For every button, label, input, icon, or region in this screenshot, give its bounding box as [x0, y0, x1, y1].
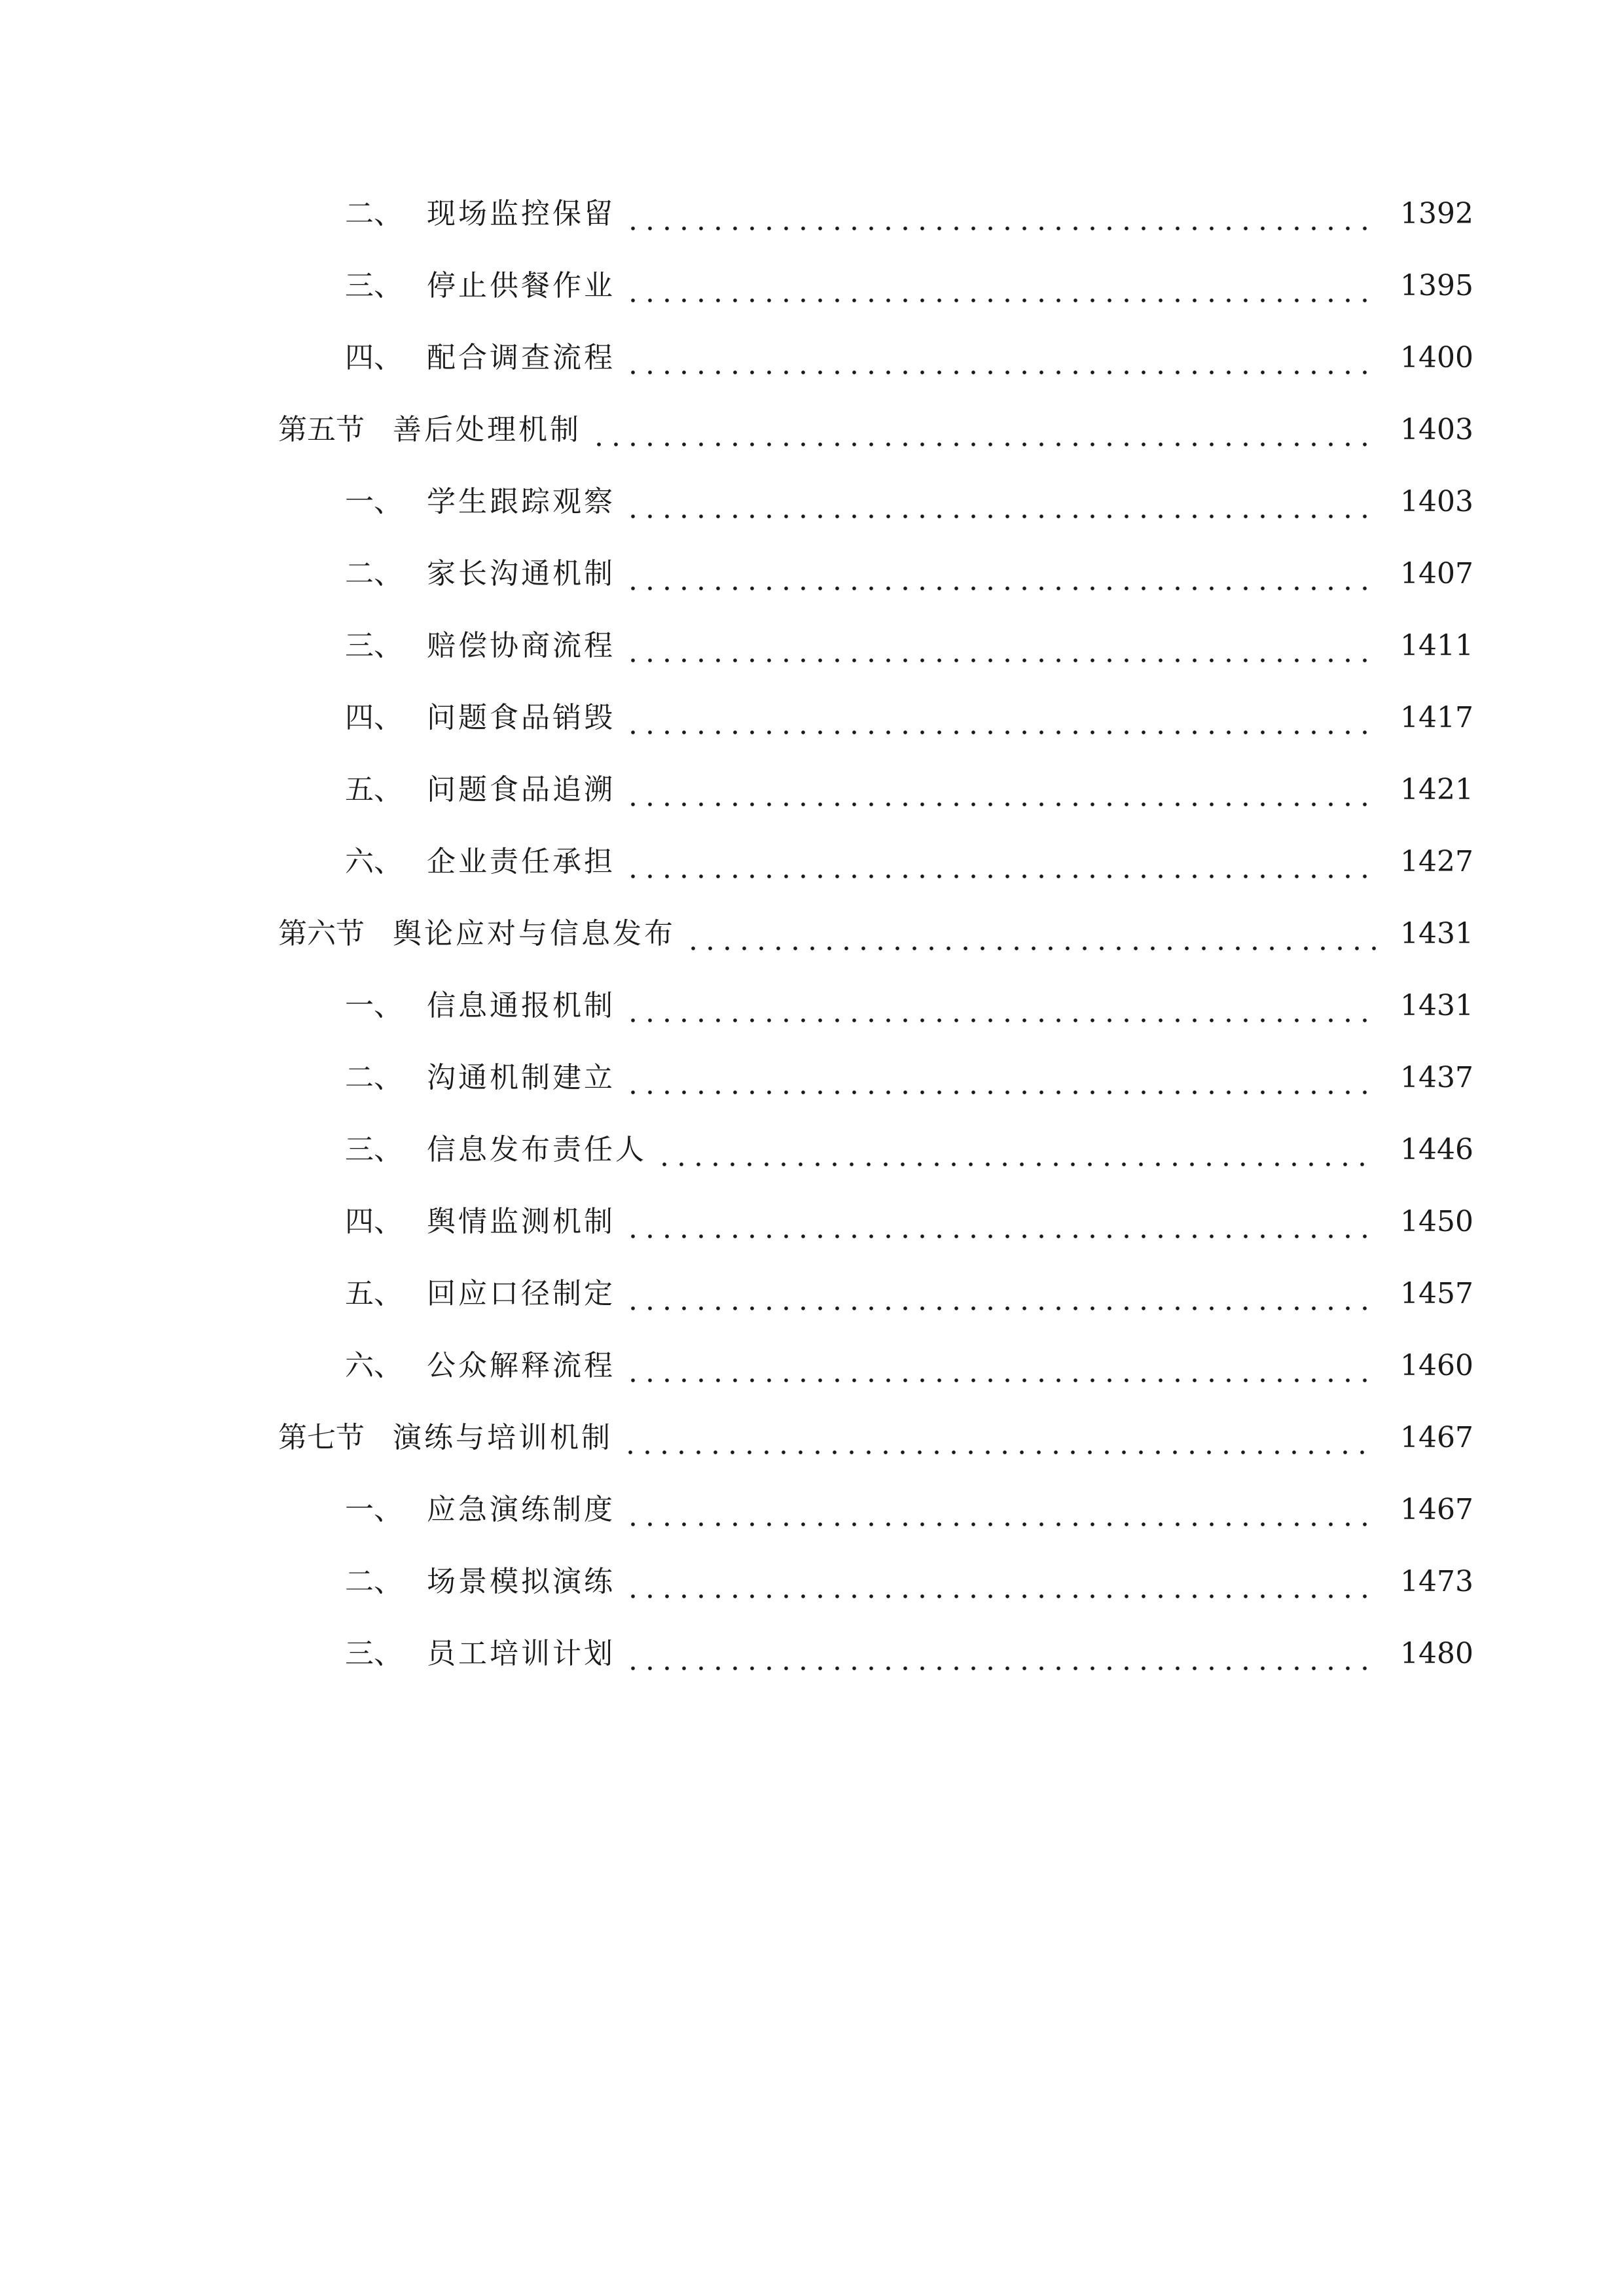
toc-entry-title: 赔偿协商流程 [427, 629, 615, 662]
toc-entry-page: 1392 [1400, 197, 1473, 230]
toc-entry-title: 沟通机制建立 [427, 1061, 615, 1094]
toc-entry-number: 一、 [345, 989, 403, 1022]
toc-entry-title: 舆情监测机制 [427, 1205, 615, 1238]
toc-entry-number: 一、 [345, 485, 403, 518]
dot-leader [624, 466, 1377, 538]
toc-entry-page: 1467 [1400, 1421, 1473, 1454]
toc-entry-number: 四、 [345, 1205, 403, 1238]
toc-entry[interactable] [0, 1330, 1624, 1402]
dot-leader [622, 1402, 1377, 1474]
toc-entry[interactable] [0, 970, 1624, 1042]
toc-entry-title: 家长沟通机制 [427, 557, 615, 590]
toc-entry-number: 三、 [345, 629, 403, 662]
toc-entry[interactable] [0, 826, 1624, 898]
dot-leader [624, 1474, 1377, 1546]
toc-entry[interactable] [0, 682, 1624, 754]
toc-section-number: 第七节 [278, 1421, 365, 1454]
toc-entry-title: 员工培训计划 [427, 1637, 615, 1670]
toc-section-number: 第五节 [278, 413, 365, 446]
toc-entry[interactable] [0, 1618, 1624, 1690]
dot-leader [624, 1618, 1377, 1690]
toc-entry-title: 场景模拟演练 [427, 1565, 615, 1598]
dot-leader [624, 826, 1377, 898]
dot-leader [624, 322, 1377, 394]
toc-entry[interactable] [0, 1114, 1624, 1186]
dot-leader [624, 1258, 1377, 1330]
toc-entry-number: 一、 [345, 1493, 403, 1526]
dot-leader [624, 1546, 1377, 1618]
toc-section-heading[interactable] [0, 394, 1624, 466]
toc-entry-page: 1431 [1400, 917, 1473, 950]
toc-entry-number: 三、 [345, 269, 403, 302]
toc-entry[interactable] [0, 250, 1624, 322]
toc-entry-title: 配合调查流程 [427, 341, 615, 374]
toc-entry[interactable] [0, 1042, 1624, 1114]
toc-entry-number: 四、 [345, 341, 403, 374]
toc-section-title: 善后处理机制 [393, 413, 581, 446]
dot-leader [590, 394, 1377, 466]
toc-entry-page: 1411 [1400, 629, 1473, 662]
toc-entry-title: 学生跟踪观察 [427, 485, 615, 518]
toc-section-title: 演练与培训机制 [393, 1421, 613, 1454]
toc-entry-title: 应急演练制度 [427, 1493, 615, 1526]
table-of-contents [0, 178, 1624, 1690]
dot-leader [685, 898, 1377, 970]
toc-entry-page: 1403 [1400, 413, 1473, 446]
toc-entry-number: 二、 [345, 1565, 403, 1598]
toc-section-heading[interactable] [0, 1402, 1624, 1474]
toc-entry-number: 四、 [345, 701, 403, 734]
dot-leader [624, 754, 1377, 826]
toc-entry[interactable] [0, 1186, 1624, 1258]
dot-leader [624, 970, 1377, 1042]
toc-entry-number: 三、 [345, 1637, 403, 1670]
toc-entry-page: 1431 [1400, 989, 1473, 1022]
toc-entry[interactable] [0, 178, 1624, 250]
toc-entry-title: 问题食品销毁 [427, 701, 615, 734]
dot-leader [624, 610, 1377, 682]
toc-section-heading[interactable] [0, 898, 1624, 970]
toc-entry-page: 1450 [1400, 1205, 1473, 1238]
toc-section-title: 舆论应对与信息发布 [393, 917, 676, 950]
toc-entry-number: 二、 [345, 1061, 403, 1094]
toc-entry-page: 1457 [1400, 1277, 1473, 1310]
toc-entry-number: 六、 [345, 845, 403, 878]
toc-entry-page: 1437 [1400, 1061, 1473, 1094]
toc-entry-page: 1417 [1400, 701, 1473, 734]
toc-entry-title: 停止供餐作业 [427, 269, 615, 302]
toc-entry-page: 1395 [1400, 269, 1473, 302]
toc-entry-number: 三、 [345, 1133, 403, 1166]
toc-entry[interactable] [0, 610, 1624, 682]
toc-entry-page: 1400 [1400, 341, 1473, 374]
toc-entry-number: 六、 [345, 1349, 403, 1382]
toc-entry-title: 信息发布责任人 [427, 1133, 647, 1166]
dot-leader [656, 1114, 1377, 1186]
toc-entry-page: 1427 [1400, 845, 1473, 878]
toc-entry-title: 回应口径制定 [427, 1277, 615, 1310]
toc-entry-title: 企业责任承担 [427, 845, 615, 878]
toc-entry-page: 1421 [1400, 773, 1473, 806]
toc-entry-title: 公众解释流程 [427, 1349, 615, 1382]
dot-leader [624, 1186, 1377, 1258]
toc-entry-number: 二、 [345, 557, 403, 590]
toc-entry[interactable] [0, 538, 1624, 610]
toc-entry-number: 五、 [345, 773, 403, 806]
toc-entry[interactable] [0, 322, 1624, 394]
toc-entry[interactable] [0, 466, 1624, 538]
dot-leader [624, 178, 1377, 250]
toc-entry-title: 现场监控保留 [427, 197, 615, 230]
toc-section-number: 第六节 [278, 917, 365, 950]
toc-entry-page: 1480 [1400, 1637, 1473, 1670]
toc-entry-page: 1467 [1400, 1493, 1473, 1526]
toc-entry[interactable] [0, 1258, 1624, 1330]
toc-entry-page: 1473 [1400, 1565, 1473, 1598]
dot-leader [624, 682, 1377, 754]
toc-entry-number: 二、 [345, 197, 403, 230]
dot-leader [624, 1330, 1377, 1402]
toc-entry-page: 1403 [1400, 485, 1473, 518]
toc-entry[interactable] [0, 754, 1624, 826]
toc-entry-title: 问题食品追溯 [427, 773, 615, 806]
toc-entry-page: 1460 [1400, 1349, 1473, 1382]
dot-leader [624, 538, 1377, 610]
toc-entry[interactable] [0, 1546, 1624, 1618]
toc-entry-page: 1446 [1400, 1133, 1473, 1166]
toc-entry-page: 1407 [1400, 557, 1473, 590]
toc-entry[interactable] [0, 1474, 1624, 1546]
dot-leader [624, 1042, 1377, 1114]
toc-entry-title: 信息通报机制 [427, 989, 615, 1022]
toc-entry-number: 五、 [345, 1277, 403, 1310]
dot-leader [624, 250, 1377, 322]
